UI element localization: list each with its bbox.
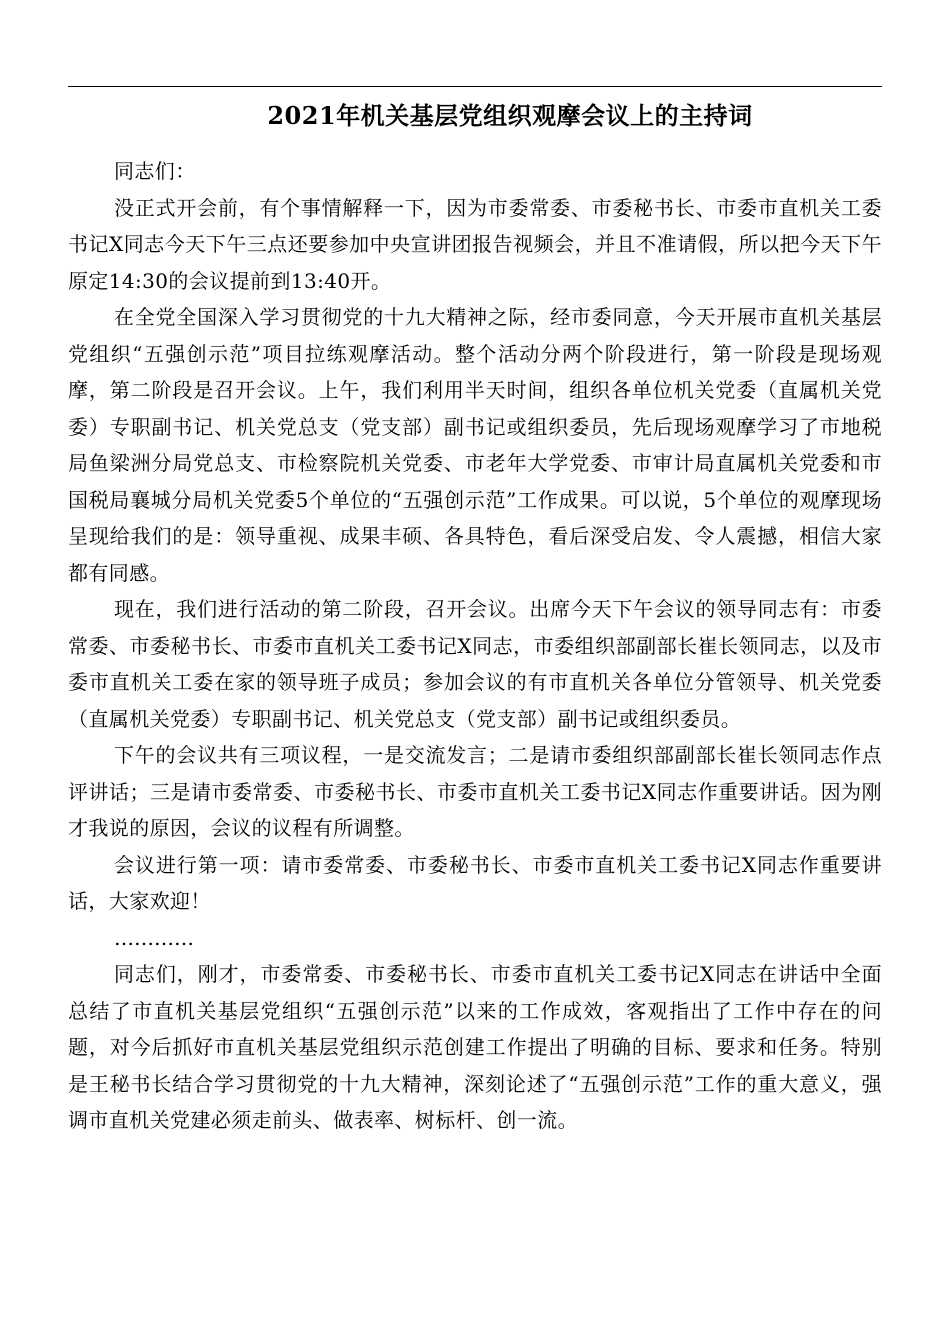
paragraph-activity-overview: 在全党全国深入学习贯彻党的十九大精神之际，经市委同意，今天开展市直机关基层党组织“五强创示范”项目拉练观摩活动。整个活动分两个阶段进行，第一阶段是现场观摩，第二阶段是召开会议。上午，我们利用半天时间，组织各单位机关党委（直属机关党委）专职副书记、机关党总支（党支部）副书记或组织委员，先后现场观摩学习了市地税局鱼梁洲分局党总支、市检察院机关党委、市老年大学党委、市审计局直属机关党委和市国税局襄城分局机关党委5个单位的“五强创示范”工作成果。可以说，5个单位的观摩现场呈现给我们的是：领导重视、成果丰硕、各具特色，看后深受启发、令人震撼，相信大家都有同感。	[68, 305, 882, 585]
paragraph-attendees: 现在，我们进行活动的第二阶段，召开会议。出席今天下午会议的领导同志有：市委常委、市委秘书长、市委市直机关工委书记X同志，市委组织部副部长崔长领同志，以及市委市直机关工委在家的领导班子成员；参加会议的有市直机关各单位分管领导、机关党委（直属机关党委）专职副书记、机关党总支（党支部）副书记或组织委员。	[68, 597, 882, 731]
header-rule	[68, 86, 882, 87]
paragraph-schedule-change: 没正式开会前，有个事情解释一下，因为市委常委、市委秘书长、市委市直机关工委书记X同志今天下午三点还要参加中央宣讲团报告视频会，并且不准请假，所以把今天下午原定14:30的会议提前到13:40开。	[68, 195, 882, 293]
paragraph-first-item: 会议进行第一项：请市委常委、市委秘书长、市委市直机关工委书记X同志作重要讲话，大家欢迎！	[68, 852, 882, 913]
paragraph-salutation: 同志们：	[114, 159, 196, 183]
paragraph-summary: 同志们，刚才，市委常委、市委秘书长、市委市直机关工委书记X同志在讲话中全面总结了市直机关基层党组织“五强创示范”以来的工作成效，客观指出了工作中存在的问题，对今后抓好市直机关基层党组织示范创建工作提出了明确的目标、要求和任务。特别是王秘书长结合学习贯彻党的十九大精神，深刻论述了“五强创示范”工作的重大意义，强调市直机关党建必须走前头、做表率、树标杆、创一流。	[68, 962, 882, 1132]
document-title: 2021年机关基层党组织观摩会议上的主持词	[267, 101, 753, 130]
document-body	[68, 153, 882, 1139]
paragraph-agenda: 下午的会议共有三项议程，一是交流发言；二是请市委组织部副部长崔长领同志作点评讲话；三是请市委常委、市委秘书长、市委市直机关工委书记X同志作重要讲话。因为刚才我说的原因，会议的议程有所调整。	[68, 743, 882, 840]
paragraph-ellipsis: …………	[114, 925, 194, 950]
